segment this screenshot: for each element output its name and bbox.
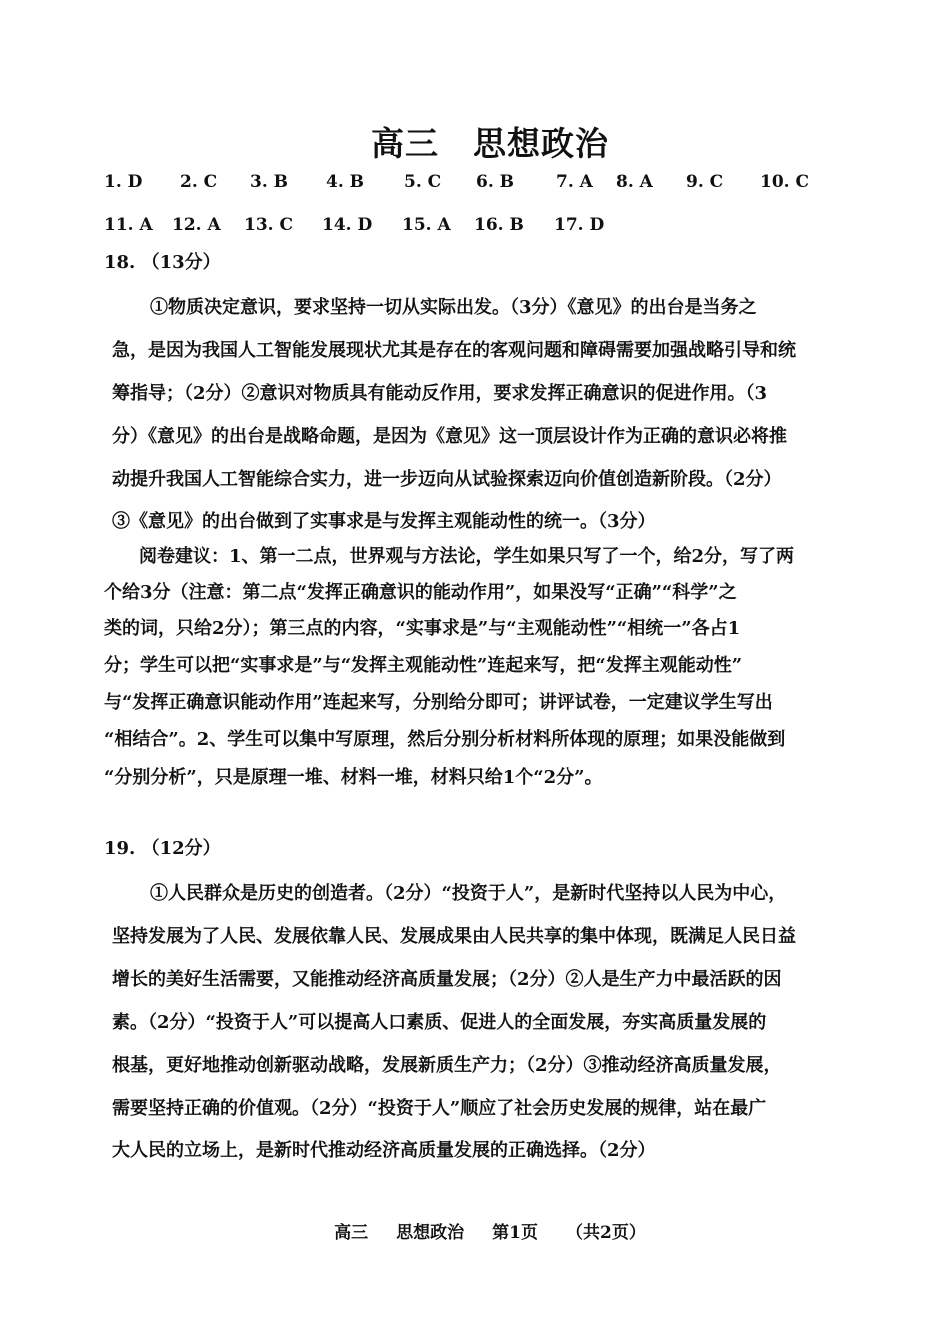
answer-item: 10. C — [760, 172, 810, 192]
q18-answer-line: ③《意见》的出台做到了实事求是与发挥主观能动性的统一。（3分） — [112, 511, 656, 532]
answer-item: 12. A — [172, 215, 221, 235]
q19-answer-line: 素。（2分）“投资于人”可以提高人口素质、促进人的全面发展，夯实高质量发展的 — [112, 1012, 767, 1033]
answer-key-row-2 — [0, 215, 950, 239]
title-subject: 思想政治 — [473, 124, 609, 163]
answer-item: 6. B — [476, 172, 515, 192]
answer-item: 7. A — [556, 172, 593, 192]
footer-page-number: 第1页 — [492, 1223, 538, 1243]
q18-answer-line: 分）《意见》的出台是战略命题，是因为《意见》这一顶层设计作为正确的意识必将推 — [112, 426, 787, 447]
q18-answer-line: 急，是因为我国人工智能发展现状尤其是存在的客观问题和障碍需要加强战略引导和统 — [112, 340, 796, 361]
title-grade: 高三 — [371, 124, 439, 163]
answer-key-row-1 — [0, 172, 950, 196]
q18-answer-line: 动提升我国人工智能综合实力，进一步迈向从试验探索迈向价值创造新阶段。（2分） — [112, 469, 782, 490]
q18-heading: 18. （13分） — [104, 252, 221, 273]
answer-item: 5. C — [404, 172, 442, 192]
answer-item: 4. B — [326, 172, 365, 192]
answer-item: 1. D — [104, 172, 143, 192]
page-title — [0, 118, 950, 165]
footer-subject: 思想政治 — [396, 1223, 465, 1243]
answer-item: 8. A — [616, 172, 653, 192]
grading-advice-line: “分别分析”，只是原理一堆、材料一堆，材料只给1个“2分”。 — [104, 767, 603, 788]
grading-advice-line: 类的词，只给2分）；第三点的内容，“实事求是”与“主观能动性”“相统一”各占1 — [104, 618, 741, 639]
page-footer — [0, 1218, 950, 1243]
answer-item: 13. C — [244, 215, 294, 235]
footer-total-pages: （共2页） — [566, 1223, 646, 1243]
grading-advice-line: 与“发挥正确意识能动作用”连起来写，分别给分即可；讲评试卷，一定建议学生写出 — [104, 692, 773, 713]
q19-answer-line: 根基，更好地推动创新驱动战略，发展新质生产力；（2分）③推动经济高质量发展， — [112, 1055, 782, 1076]
grading-advice-line: 分；学生可以把“实事求是”与“发挥主观能动性”连起来写，把“发挥主观能动性” — [104, 655, 743, 676]
answer-item: 14. D — [322, 215, 373, 235]
footer-grade: 高三 — [334, 1223, 369, 1243]
answer-item: 15. A — [402, 215, 451, 235]
answer-item: 3. B — [250, 172, 289, 192]
q18-answer-line: 筹指导；（2分）②意识对物质具有能动反作用，要求发挥正确意识的促进作用。（3 — [112, 383, 768, 404]
answer-item: 16. B — [474, 215, 524, 235]
answer-item: 17. D — [554, 215, 605, 235]
answer-item: 2. C — [180, 172, 218, 192]
q19-answer-line: 大人民的立场上，是新时代推动经济高质量发展的正确选择。（2分） — [112, 1140, 656, 1161]
q19-answer-line: 增长的美好生活需要，又能推动经济高质量发展；（2分）②人是生产力中最活跃的因 — [112, 969, 782, 990]
q19-answer-line: ①人民群众是历史的创造者。（2分）“投资于人”，是新时代坚持以人民为中心， — [150, 883, 787, 904]
answer-item: 11. A — [104, 215, 153, 235]
q19-heading: 19. （12分） — [104, 838, 221, 859]
answer-item: 9. C — [686, 172, 724, 192]
grading-advice-line: “相结合”。2、学生可以集中写原理，然后分别分析材料所体现的原理；如果没能做到 — [104, 729, 786, 750]
q19-answer-line: 坚持发展为了人民、发展依靠人民、发展成果由人民共享的集中体现，既满足人民日益 — [112, 926, 796, 947]
grading-advice-line: 个给3分（注意：第二点“发挥正确意识的能动作用”，如果没写“正确”“科学”之 — [104, 582, 737, 603]
q19-answer-line: 需要坚持正确的价值观。（2分）“投资于人”顺应了社会历史发展的规律，站在最广 — [112, 1098, 767, 1119]
q18-answer-line: ①物质决定意识，要求坚持一切从实际出发。（3分）《意见》的出台是当务之 — [150, 297, 757, 318]
grading-advice-line: 阅卷建议：1、第一二点，世界观与方法论，学生如果只写了一个，给2分，写了两 — [139, 546, 795, 567]
